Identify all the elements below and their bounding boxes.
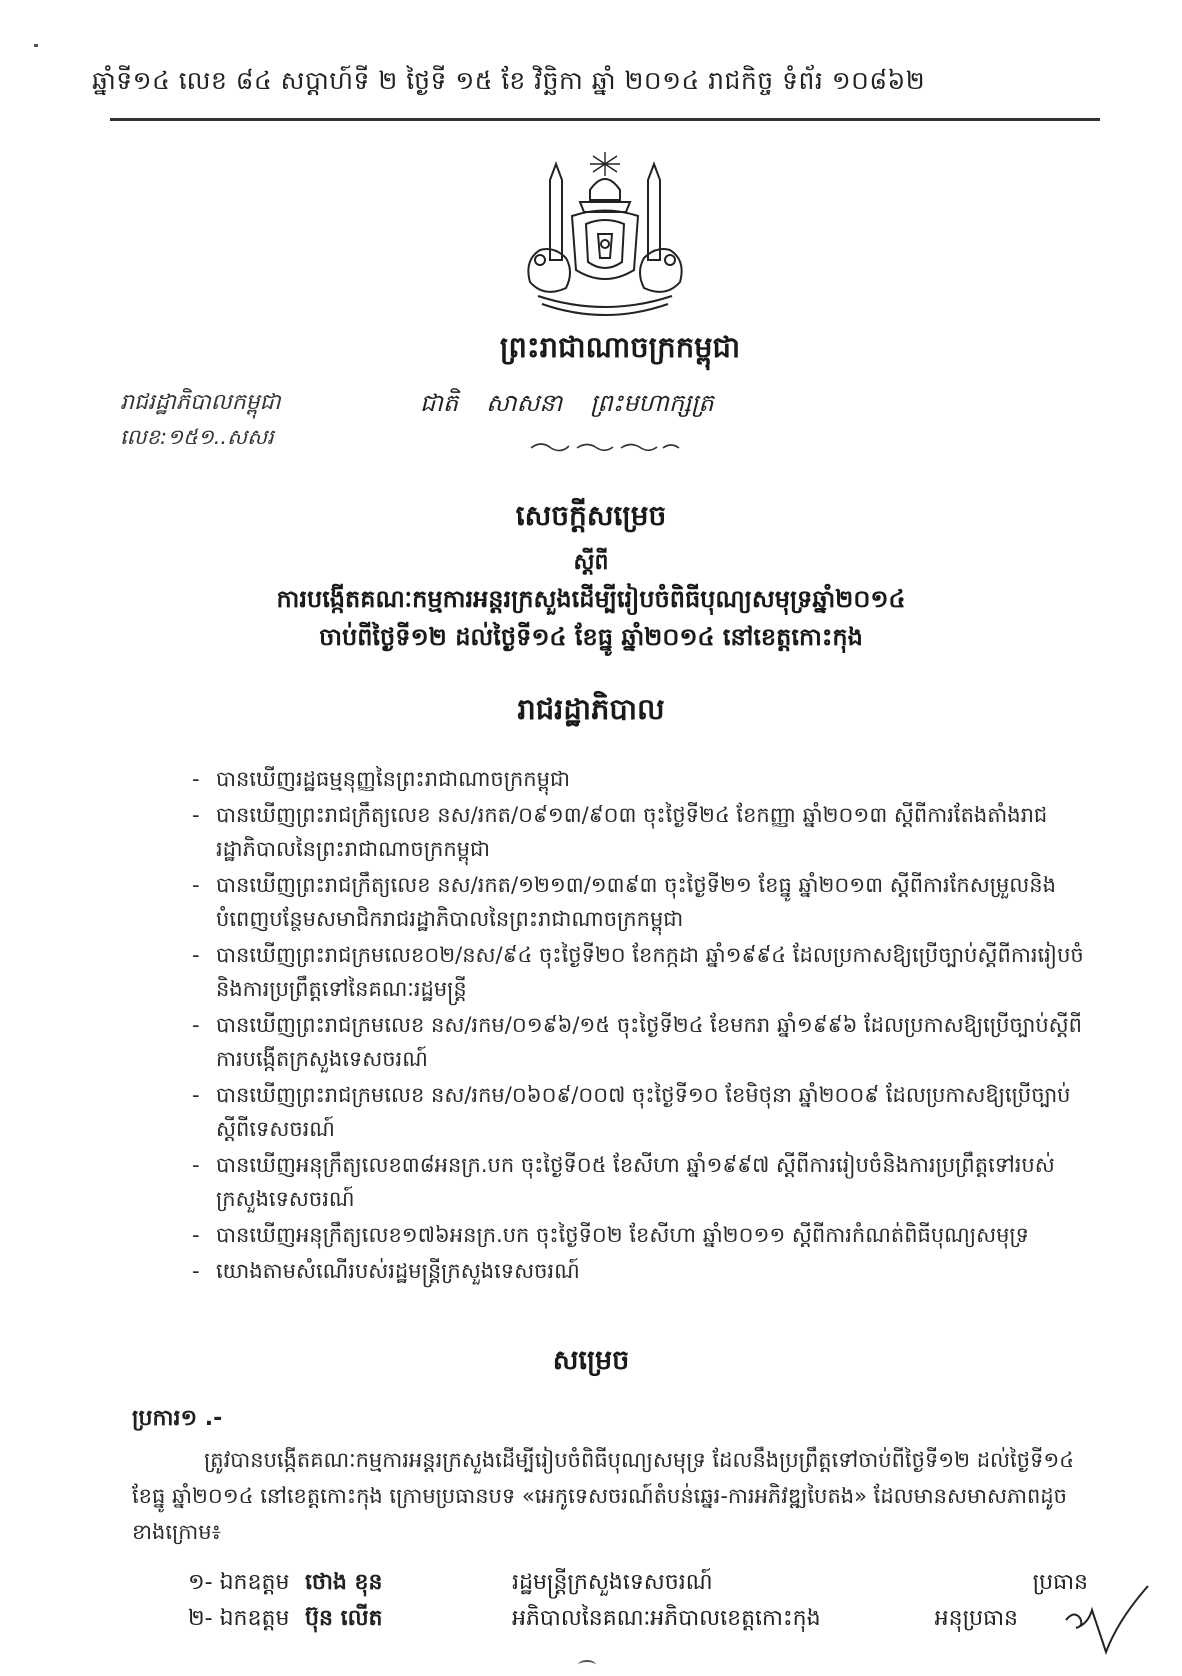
member-name: ប៊ុន លើត bbox=[305, 1606, 383, 1631]
reference-item: - បានឃើញព្រះរាជក្រមលេខ០២/នស/៩៤ ចុះថ្ងៃទី២០ ខែកក្កដា ឆ្នាំ១៩៩៤ ដែលប្រកាសឱ្យប្រើច្បាប់ស្ដីពីការរៀបចំនិងការប្រព្រឹត្តទៅនៃគណៈរដ្ឋមន្ត្រី bbox=[190, 938, 1090, 1006]
reference-item: - បានឃើញព្រះរាជក្រមលេខ នស/រកម/០១៩៦/១៥ ចុះថ្ងៃទី២៤ ខែមករា ឆ្នាំ១៩៩៦ ដែលប្រកាសឱ្យប្រើច្បាប់ស្ដីពីការបង្កើតក្រសួងទេសចរណ៍ bbox=[190, 1008, 1090, 1076]
reference-item: - បានឃើញអនុក្រឹត្យលេខ៣៨អនក្រ.បក ចុះថ្ងៃទី០៥ ខែសីហា ឆ្នាំ១៩៩៧ ស្ដីពីការរៀបចំនិងការប្រព្រឹត្តទៅរបស់ក្រសួងទេសចរណ៍ bbox=[190, 1148, 1090, 1216]
subject-line-2: ចាប់ពីថ្ងៃទី១២ ដល់ថ្ងៃទី១៤ ខែធ្នូ ឆ្នាំ២០១៤ នៅខេត្តកោះកុង bbox=[319, 623, 863, 651]
national-motto bbox=[420, 388, 820, 423]
article-text: ត្រូវបានបង្កើតគណៈកម្មការអន្តរក្រសួងដើម្បីរៀបចំពិធីបុណ្យសមុទ្រ ដែលនឹងប្រព្រឹត្តទៅចាប់ពីថ្ងៃទី១២ ដល់ថ្ងៃទី១៤ ខែធ្នូ ឆ្នាំ២០១៤ នៅខេត្តកោះកុង ក្រោមប្រធានបទ «អេកូទេសចរណ៍តំបន់ឆ្នេរ-ការអភិវឌ្ឍបៃតង» ដែលមានសមាសភាពដូចខាងក្រោម៖ bbox=[132, 1448, 1075, 1544]
subject-line-1: ការបង្កើតគណៈកម្មការអន្តរក្រសួងដើម្បីរៀបចំពិធីបុណ្យសមុទ្រឆ្នាំ២០១៤ bbox=[276, 585, 906, 613]
member-row bbox=[188, 1568, 1088, 1600]
subject-preface: ស្ដីពី bbox=[573, 550, 609, 575]
member-row bbox=[188, 1604, 1088, 1636]
decides-heading: សម្រេច bbox=[552, 1345, 630, 1376]
ornament-divider-icon bbox=[525, 438, 685, 456]
reference-item: - បានឃើញព្រះរាជក្រមលេខ នស/រកម/០៦០៩/០០៧ ចុះថ្ងៃទី១០ ខែមិថុនា ឆ្នាំ២០០៩ ដែលប្រកាសឱ្យប្រើច្បាប់ស្ដីពីទេសចរណ៍ bbox=[190, 1078, 1090, 1146]
motto-nation: ជាតិ bbox=[420, 389, 459, 417]
legal-references-list bbox=[190, 762, 1090, 1290]
reference-item: - បានឃើញព្រះរាជក្រឹត្យលេខ នស/រកត/០៩១៣/៩០៣ ចុះថ្ងៃទី២៤ ខែកញ្ញា ឆ្នាំ២០១៣ ស្ដីពីការតែងតាំងរាជរដ្ឋាភិបាលនៃព្រះរាជាណាចក្រកម្ពុជា bbox=[190, 798, 1090, 866]
document-type: សេចក្ដីសម្រេច bbox=[515, 499, 667, 532]
royal-coat-of-arms-icon bbox=[510, 150, 700, 325]
scan-speck bbox=[34, 44, 38, 47]
article-label: ប្រការ១ .- bbox=[132, 1406, 223, 1431]
document-number: លេខ:១៥១..សសរ bbox=[120, 425, 274, 449]
handwritten-signature-icon bbox=[1062, 1580, 1152, 1660]
reference-item: - យោងតាមសំណើរបស់រដ្ឋមន្ត្រីក្រសួងទេសចរណ៍ bbox=[190, 1254, 1090, 1288]
reference-item: - បានឃើញរដ្ឋធម្មនុញ្ញនៃព្រះរាជាណាចក្រកម្ពុជា bbox=[190, 762, 1090, 796]
motto-king: ព្រះមហាក្សត្រ bbox=[590, 389, 714, 417]
issuer-name: រាជរដ្ឋាភិបាលកម្ពុជា bbox=[120, 390, 281, 415]
member-position: ប្រធាន bbox=[1032, 1570, 1088, 1595]
reference-item: - បានឃើញព្រះរាជក្រឹត្យលេខ នស/រកត/១២១៣/១៣៩៣ ចុះថ្ងៃទី២១ ខែធ្នូ ឆ្នាំ២០១៣ ស្ដីពីការកែសម្រួលនិងបំពេញបន្ថែមសមាជិករាជរដ្ឋាភិបាលនៃព្រះរាជាណាចក្រកម្ពុជា bbox=[190, 868, 1090, 936]
kingdom-title: ព្រះរាជាណាចក្រកម្ពុជា bbox=[499, 330, 741, 364]
reference-item: - បានឃើញអនុក្រឹត្យលេខ១៧៦អនក្រ.បក ចុះថ្ងៃទី០២ ខែសីហា ឆ្នាំ២០១១ ស្ដីពីការកំណត់ពិធីបុណ្យសមុទ្រ bbox=[190, 1218, 1090, 1252]
member-role: រដ្ឋមន្ត្រីក្រសួងទេសចរណ៍ bbox=[512, 1570, 713, 1595]
page-mark bbox=[578, 1660, 596, 1670]
member-role: អភិបាលនៃគណៈអភិបាលខេត្តកោះកុង bbox=[512, 1606, 821, 1631]
member-index: ១- ឯកឧត្តម bbox=[188, 1570, 290, 1595]
header-rule bbox=[110, 118, 1100, 121]
gazette-header: ឆ្នាំទី១៤ លេខ ៨៤ សប្តាហ៍ទី ២ ថ្ងៃទី ១៥ ខែ វិច្ឆិកា ឆ្នាំ ២០១៤ រាជកិច្ច ទំព័រ ១០៨៦២ bbox=[92, 66, 926, 95]
member-position: អនុប្រធាន bbox=[934, 1606, 1018, 1631]
member-index: ២- ឯកឧត្តម bbox=[188, 1606, 290, 1631]
motto-religion: សាសនា bbox=[486, 389, 563, 417]
government-heading: រាជរដ្ឋាភិបាល bbox=[517, 692, 665, 726]
member-name: ថោង ខុន bbox=[305, 1570, 383, 1595]
